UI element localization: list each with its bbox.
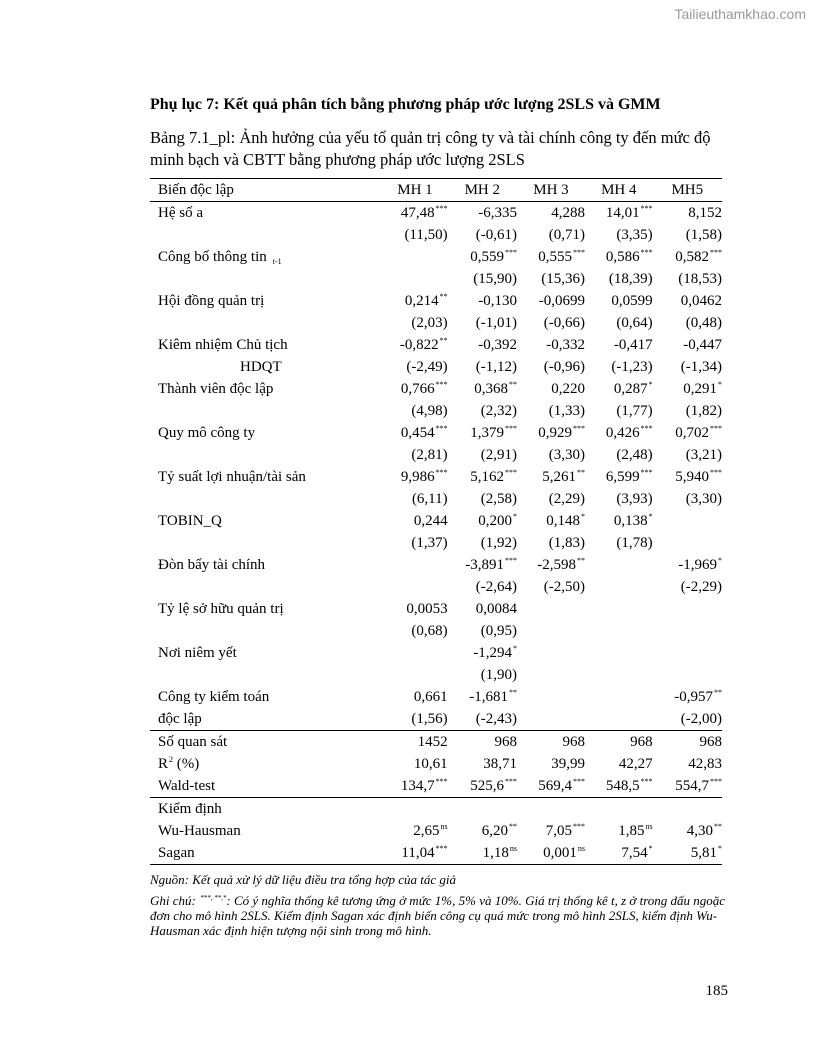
cell-value: 968 (653, 731, 722, 754)
cell-value: (2,29) (548, 490, 585, 507)
cell-value (448, 798, 517, 821)
row-label (150, 312, 382, 334)
cell-value: 0,766*** (400, 379, 448, 397)
cell-value (517, 598, 585, 620)
cell-value (382, 246, 447, 268)
cell-value: (3,35) (616, 226, 653, 243)
row-label (150, 620, 382, 642)
row-label: Số quan sát (150, 731, 382, 754)
row-label: Hệ số a (158, 204, 203, 221)
cell-value: -6,335 (478, 204, 517, 221)
cell-value: 0,200* (478, 511, 517, 529)
row-label: HDQT (240, 358, 282, 375)
row-label (150, 488, 382, 510)
table-row (150, 598, 722, 620)
cell-value: (6,11) (411, 490, 448, 507)
cell-value: 5,940*** (675, 467, 722, 485)
cell-value (382, 554, 447, 576)
row-label: Kiêm nhiệm Chủ tịch (158, 336, 288, 353)
cell-value (653, 510, 722, 532)
cell-value (585, 798, 653, 821)
significance-mark: *** (710, 467, 722, 477)
row-label: độc lập (158, 710, 202, 727)
cell-value: (3,21) (685, 446, 722, 463)
significance-mark: *** (572, 247, 585, 257)
cell-value (382, 642, 447, 664)
significance-mark: ** (714, 821, 722, 831)
row-label: Wu-Hausman (158, 822, 241, 839)
cell-value (585, 642, 653, 664)
cell-value: $0,001^{ns}$ (517, 842, 585, 865)
cell-value: -0,447 (683, 336, 722, 353)
significance-mark: ns (440, 821, 448, 831)
row-label: Nơi niêm yết (158, 644, 237, 661)
cell-value: 0,0599 (611, 292, 653, 309)
significance-mark: *** (710, 423, 722, 433)
significance-mark: *** (435, 843, 448, 853)
table-row (150, 378, 722, 400)
row-label (150, 400, 382, 422)
table-row (150, 422, 722, 444)
cell-value: 7,05*** (545, 821, 585, 839)
cell-value: 0,582*** (675, 247, 722, 265)
cell-value: -1,294* (473, 643, 517, 661)
cell-value: (1,58) (685, 226, 722, 243)
cell-value: -0,392 (478, 336, 517, 353)
cell-value (653, 642, 722, 664)
significance-mark: *** (710, 247, 722, 257)
results-table-body (150, 179, 722, 865)
table-caption: Bảng 7.1_pl: Ảnh hưởng của yếu tố quản trị công ty và tài chính công ty đến mức độ minh bạch và CBTT bằng phương pháp ước lượng 2SLS (150, 128, 711, 169)
cell-value: 0,0084 (475, 600, 517, 617)
cell-value: 0,0053 (406, 600, 448, 617)
table-row (150, 708, 722, 731)
cell-value: 1452 (382, 731, 447, 754)
cell-value: 0,138* (613, 511, 653, 529)
results-table (150, 178, 722, 865)
cell-value: 968 (517, 731, 585, 754)
cell-value: 8,152 (688, 204, 722, 221)
cell-value (653, 798, 722, 821)
cell-value: (18,39) (608, 270, 653, 287)
cell-value (517, 708, 585, 731)
cell-value: (-0,66) (543, 314, 585, 331)
significance-mark: ** (508, 379, 517, 389)
cell-value: 6,20** (481, 821, 517, 839)
cell-value: (1,33) (548, 402, 585, 419)
cell-value: -3,891*** (465, 555, 517, 573)
cell-value: 9,986*** (400, 467, 448, 485)
cell-value: (2,03) (411, 314, 448, 331)
cell-value: 6,599*** (605, 467, 653, 485)
cell-value: 5,81* (653, 842, 722, 865)
cell-value: (-0,61) (475, 226, 517, 243)
significance-mark: *** (435, 776, 448, 786)
cell-value (517, 686, 585, 708)
cell-value: (0,64) (616, 314, 653, 331)
significance-mark: * (718, 555, 722, 565)
cell-value: (2,58) (480, 490, 517, 507)
significance-mark: ** (439, 291, 448, 301)
table-row (150, 356, 722, 378)
significance-mark: *** (572, 821, 585, 831)
table-row (150, 444, 722, 466)
table-row (150, 820, 722, 842)
header-model: MH 4 (585, 179, 653, 202)
cell-value: (-1,01) (475, 314, 517, 331)
appendix-heading: Phụ lục 7: Kết quả phân tích bằng phương pháp ước lượng 2SLS và GMM (150, 96, 661, 113)
row-label: $R^2$ (%) (158, 754, 200, 772)
table-header-row (150, 179, 722, 202)
table-row (150, 312, 722, 334)
label-subscript: t-1 (272, 256, 282, 266)
cell-value (382, 268, 447, 290)
cell-value: (3,93) (616, 490, 653, 507)
significance-mark: *** (504, 423, 517, 433)
cell-value (585, 620, 653, 642)
significance-mark: ** (714, 687, 722, 697)
cell-value (585, 576, 653, 598)
cell-value: 38,71 (483, 755, 517, 772)
significance-mark: ** (439, 335, 448, 345)
cell-value (517, 664, 585, 686)
significance-mark: *** (572, 776, 585, 786)
cell-value (653, 532, 722, 554)
cell-value: (0,48) (685, 314, 722, 331)
table-row (150, 798, 722, 821)
significance-mark: *** (640, 423, 653, 433)
significance-mark: *** (504, 247, 517, 257)
cell-value: 0,368** (474, 379, 517, 397)
page-number: 185 (705, 983, 728, 999)
row-label: Wald-test (158, 777, 216, 794)
row-label (150, 224, 382, 246)
table-row (150, 466, 722, 488)
header-model: MH5 (653, 179, 722, 202)
cell-value: (1,82) (685, 402, 722, 419)
cell-value: (-2,64) (475, 578, 517, 595)
table-row (150, 400, 722, 422)
significance-mark: *** (640, 203, 653, 213)
cell-value: (-1,34) (680, 358, 722, 375)
cell-value: (11,50) (404, 226, 448, 243)
cell-value: 0,0462 (680, 292, 722, 309)
significance-mark: ** (508, 687, 517, 697)
significance-mark: *** (504, 467, 517, 477)
row-label: Sagan (150, 842, 382, 865)
significance-mark: ** (576, 555, 585, 565)
cell-value: 7,54* (585, 842, 653, 865)
cell-value: 0,426*** (605, 423, 653, 441)
cell-value: 42,27 (618, 755, 653, 772)
significance-mark: * (648, 379, 653, 389)
table-row (150, 753, 722, 775)
table-row (150, 488, 722, 510)
row-label: Thành viên độc lập (158, 380, 274, 397)
cell-value: (1,37) (411, 534, 448, 551)
significance-mark: *** (504, 555, 517, 565)
cell-value: 11,04*** (382, 842, 447, 865)
cell-value: (2,32) (480, 402, 517, 419)
cell-value: 14,01*** (605, 203, 653, 221)
cell-value (382, 576, 447, 598)
cell-value: 0,661 (413, 688, 448, 705)
table-row (150, 224, 722, 246)
cell-value: (0,71) (548, 226, 585, 243)
row-label (150, 532, 382, 554)
cell-value: (0,95) (480, 622, 517, 639)
row-label (150, 268, 382, 290)
cell-value: 0,929*** (538, 423, 585, 441)
cell-value (585, 686, 653, 708)
cell-value: -0,822** (399, 335, 448, 353)
row-label: TOBIN_Q (158, 512, 222, 529)
cell-value: 0,214** (404, 291, 448, 309)
row-label: Quy mô công ty (158, 424, 256, 441)
cell-value: -0,332 (546, 336, 585, 353)
cell-value: (1,83) (548, 534, 585, 551)
cell-value: (-0,96) (543, 358, 585, 375)
cell-value: 0,220 (551, 380, 585, 397)
cell-value: (2,91) (480, 446, 517, 463)
header-model: MH 2 (448, 179, 517, 202)
row-label (150, 664, 382, 686)
cell-value: 968 (448, 731, 517, 754)
table-row (150, 554, 722, 576)
cell-value: 548,5*** (605, 776, 653, 794)
row-label (150, 576, 382, 598)
cell-value: 42,83 (688, 755, 722, 772)
cell-value: 134,7*** (400, 776, 448, 794)
table-row (150, 576, 722, 598)
cell-value: 0,148* (546, 511, 585, 529)
header-variable: Biến độc lập (150, 179, 382, 202)
row-label: Tỷ suất lợi nhuận/tài sản (158, 468, 306, 485)
cell-value: (1,77) (616, 402, 653, 419)
cell-value: (1,92) (480, 534, 517, 551)
significance-mark: * (718, 379, 722, 389)
cell-value: -1,969* (678, 555, 722, 573)
table-row (150, 246, 722, 268)
cell-value: 4,288 (551, 204, 585, 221)
cell-value (517, 798, 585, 821)
cell-value: $1,85^{ns}$ (618, 821, 653, 839)
significance-mark: *** (435, 423, 448, 433)
table-row (150, 532, 722, 554)
cell-value: 1,379*** (470, 423, 517, 441)
cell-value: (2,48) (616, 446, 653, 463)
significance-mark: *** (572, 423, 585, 433)
row-label (150, 444, 382, 466)
cell-value: (2,81) (411, 446, 448, 463)
cell-value: -0,0699 (538, 292, 585, 309)
cell-value: (0,68) (411, 622, 448, 639)
significance-mark: * (648, 511, 653, 521)
significance-mark: *** (710, 776, 722, 786)
cell-value: -0,130 (478, 292, 517, 309)
cell-value (517, 620, 585, 642)
cell-value: 5,162*** (470, 467, 517, 485)
significance-mark: * (580, 511, 585, 521)
significance-mark: ns (509, 843, 517, 853)
cell-value: (15,36) (541, 270, 585, 287)
cell-value (382, 798, 447, 821)
footnote-marks: ***, **,* (200, 894, 227, 902)
header-model: MH 3 (517, 179, 585, 202)
cell-value (585, 598, 653, 620)
significance-mark: ns (645, 821, 653, 831)
significance-mark: *** (640, 247, 653, 257)
cell-value: 39,99 (551, 755, 585, 772)
cell-value: (18,53) (678, 270, 722, 287)
cell-value: 968 (585, 731, 653, 754)
cell-value: 0,287* (613, 379, 653, 397)
header-model: MH 1 (382, 179, 447, 202)
cell-value: $1,18^{ns}$ (448, 842, 517, 865)
row-label: Kiểm định (150, 798, 382, 821)
cell-value: (-1,23) (611, 358, 653, 375)
significance-mark: *** (504, 776, 517, 786)
significance-mark: * (718, 843, 722, 853)
table-row (150, 842, 722, 865)
significance-mark: ns (577, 843, 585, 853)
table-row (150, 775, 722, 798)
cell-value: (-2,49) (406, 358, 448, 375)
table-row (150, 290, 722, 312)
footnote-prefix: Ghi chú: (150, 893, 200, 908)
cell-value: 0,559*** (470, 247, 517, 265)
cell-value: -0,417 (613, 336, 653, 353)
table-row (150, 202, 722, 225)
significance-mark: *** (435, 203, 448, 213)
table-row (150, 664, 722, 686)
cell-value: 4,30** (686, 821, 722, 839)
cell-value: (-2,43) (475, 710, 517, 727)
cell-value (585, 554, 653, 576)
significance-mark: *** (640, 776, 653, 786)
label-superscript: 2 (169, 754, 174, 764)
table-row (150, 268, 722, 290)
table-row (150, 686, 722, 708)
cell-value (653, 598, 722, 620)
cell-value: (1,78) (616, 534, 653, 551)
significance-mark: *** (435, 467, 448, 477)
table-row (150, 510, 722, 532)
row-label: Tỷ lệ sở hữu quản trị (158, 600, 284, 617)
cell-value (653, 664, 722, 686)
cell-value: (3,30) (685, 490, 722, 507)
row-label: Đòn bẩy tài chính (158, 556, 266, 573)
cell-value: 554,7*** (675, 776, 722, 794)
row-label: Công bố thông tin $_{t-1}$ (158, 248, 282, 266)
cell-value: 569,4*** (538, 776, 585, 794)
cell-value: -2,598** (537, 555, 585, 573)
watermark: Tailieuthamkhao.com (674, 6, 806, 22)
cell-value: 0,555*** (538, 247, 585, 265)
table-row (150, 731, 722, 754)
table-row (150, 642, 722, 664)
cell-value: (-2,50) (543, 578, 585, 595)
cell-value (585, 664, 653, 686)
footnote (150, 893, 730, 938)
cell-value (382, 664, 447, 686)
cell-value: (1,90) (480, 666, 517, 683)
cell-value (585, 708, 653, 731)
cell-value (653, 620, 722, 642)
cell-value: (-2,29) (680, 578, 722, 595)
cell-value: $2,65^{ns}$ (413, 821, 448, 839)
cell-value: (4,98) (411, 402, 448, 419)
cell-value: 0,454*** (400, 423, 448, 441)
significance-mark: * (512, 643, 517, 653)
significance-mark: * (648, 843, 653, 853)
cell-value: 0,244 (413, 512, 448, 529)
cell-value: 0,291* (683, 379, 722, 397)
cell-value: -1,681** (469, 687, 517, 705)
cell-value: (-1,12) (475, 358, 517, 375)
significance-mark: ** (508, 821, 517, 831)
cell-value (517, 642, 585, 664)
significance-mark: ** (576, 467, 585, 477)
cell-value: 0,586*** (605, 247, 653, 265)
footnote-text: : Có ý nghĩa thống kê tương ứng ở mức 1%, 5% và 10%. Giá trị thống kê t, z ở trong dấu ngoặc đơn cho mô hình 2SLS. Kiểm định Sagan xác định biến công cụ quá mức trong mô hình 2SLS, kiểm định Wu-Hausman xác định hiện tượng nội sinh trong mô hình. (150, 893, 726, 938)
cell-value: 5,261** (542, 467, 585, 485)
significance-mark: *** (640, 467, 653, 477)
table-row (150, 334, 722, 356)
source-note: Nguồn: Kết quả xử lý dữ liệu điều tra tổng hợp của tác giả (150, 872, 456, 887)
cell-value: -0,957** (674, 687, 722, 705)
table-row (150, 620, 722, 642)
cell-value: 525,6*** (470, 776, 517, 794)
cell-value: 10,61 (413, 755, 448, 772)
significance-mark: * (512, 511, 517, 521)
cell-value: 47,48*** (400, 203, 448, 221)
row-label: Hội đồng quản trị (158, 292, 265, 309)
row-label: Công ty kiểm toán (158, 688, 270, 705)
cell-value: (-2,00) (680, 710, 722, 727)
cell-value: (1,56) (411, 710, 448, 727)
cell-value: 0,702*** (675, 423, 722, 441)
cell-value: (3,30) (548, 446, 585, 463)
significance-mark: *** (435, 379, 448, 389)
cell-value: (15,90) (473, 270, 517, 287)
